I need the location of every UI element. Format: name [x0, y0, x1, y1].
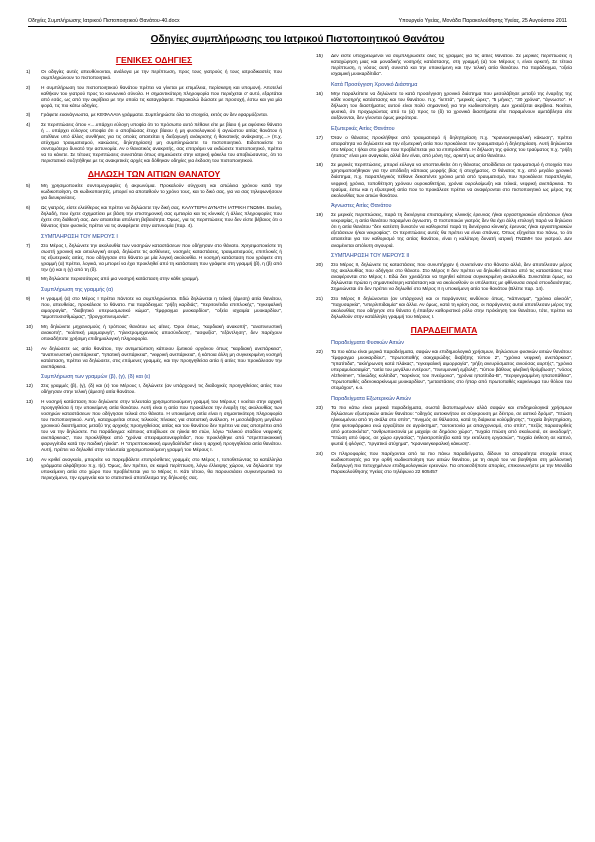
numbered-paragraph: [26, 458, 282, 482]
numbered-paragraph: [316, 163, 572, 199]
numbered-paragraph: [316, 136, 572, 160]
numbered-paragraph: [26, 184, 282, 202]
paragraph-number: 12): [26, 384, 33, 390]
paragraph-number: 22): [316, 349, 323, 355]
paragraph-number: 14): [26, 458, 33, 464]
paragraph-text: Στο Μέρος ΙΙ δηλώνονται (αν υπάρχουν) και οι παράγοντες κινδύνου όπως, "κάπνισμα", "χρόνια αλκοόλ", "παχυσαρκία", "υπερλιπιδαιμία" και άλλα. Αν όμως, κατά τη κρίση σας, οι παράγοντες αυτοί αποτέλεσαν μέρος της ακολουθίας που οδήγησε στο θάνατο ή έπαιξαν καθοριστικό ρόλο στην πρόκληση του θανάτου, τότε, πρέπει να δηλωθούν στην κατάλληλη γραμμή του Μέρους Ι.: [331, 296, 572, 321]
paragraph-number: 3): [26, 113, 31, 119]
paragraph-number: 15): [316, 54, 323, 59]
paragraph-number: 18): [316, 163, 323, 169]
paragraph-text: Οι οδηγίες αυτές απευθύνονται, ανάλογα με την περίπτωση, προς τους γιατρούς ή τους ιατροδικαστές που συμπληρώνουν το πιστοποιητικό.: [41, 70, 282, 82]
numbered-paragraph: [316, 452, 572, 476]
subsection-heading: Παραδείγματα Φυσικών Αιτιών: [331, 339, 404, 346]
paragraph-text: Τα πιο κάτω είναι μερικά παραδείγματα, σωστά διατυπωμένων αλλά σαφών και επιδημιολογικά χρήσιμων δηλώσεων εξωτερικών αιτιών θανάτου: "οδηγός αυτοκινήτου σε σύγκρουση με δέντρο, σε αστικό δρόμο", "πτώση ηλικιωμένου από τη σκάλα στο σπίτι", "πνιγμός σε θάλασσα, κατά τη διάρκεια κολύμβησης", "τυχαία δηλητηρίαση, ήπιε φυτοφάρμακο ενώ εργαζόταν σε αγρόκτημα", "αυτοκτονία με απαγχονισμό, στο σπίτι", "πεζός παρασυρθείς από μοτοσικλέτα", "ανθρωποκτονία με μαχαίρι σε δημόσιο χώρο", "τυχαία πτώση από σκαλωσιά, σε οικοδομή", "πτώση από ύψος, σε χώρο εργασίας", "ηλεκτροπληξία κατά την εκτέλεση εργασιών", "τυχαία έκθεση σε καπνό, φωτιά ή φλόγες", "εργατικό ατύχημα", "κρανιοεγκεφαλική κάκωση".: [331, 405, 572, 447]
subsection-heading: Κατά Προσέγγιση Χρονικό Διάστημα: [331, 81, 418, 88]
left-column: [26, 54, 282, 832]
header-document-name: Οδηγίες Συμπλήρωσης Ιατρικού Πιστοποιητικού Θανάτου-40.docx: [28, 18, 180, 24]
numbered-paragraph: [316, 92, 572, 122]
numbered-paragraph: [26, 70, 282, 82]
paragraph-number: 16): [316, 91, 323, 97]
numbered-paragraph: [26, 123, 282, 165]
subsection-heading: ΣΥΜΠΛΗΡΩΣΗ ΤΟΥ ΜΕΡΟΥΣ ΙΙ: [331, 253, 410, 260]
numbered-paragraph: [26, 86, 282, 110]
numbered-paragraph: [316, 350, 572, 392]
right-column: [316, 54, 572, 832]
numbered-paragraph: [26, 384, 282, 396]
numbered-paragraph: [26, 113, 282, 119]
numbered-paragraph: [26, 206, 282, 230]
paragraph-number: 5): [26, 184, 31, 190]
numbered-paragraph: [316, 406, 572, 448]
paragraph-number: 10): [26, 324, 33, 330]
subsection-heading: Εξωτερικές Αιτίες Θανάτου: [331, 125, 395, 132]
paragraph-number: 1): [26, 70, 31, 75]
numbered-paragraph: [26, 400, 282, 454]
paragraph-number: 23): [316, 405, 323, 411]
paragraph-text: Στις γραμμές (β), (γ), (δ) και (ε) του Μέρους Ι, δηλώνετε (αν υπάρχουν) τις διαδοχικές προηγηθείσες αιτίες που οδήγησαν στην τελική (άμεση) αιτία θανάτου.: [41, 384, 282, 396]
document-title: Οδηγίες συμπλήρωσης του Ιατρικού Πιστοποιητικού Θανάτου: [150, 34, 445, 45]
subsection-heading: ΣΥΜΠΛΗΡΩΣΗ ΤΟΥ ΜΕΡΟΥΣ Ι: [41, 233, 118, 240]
paragraph-text: Μη δηλώσετε περισσότερες από μια νοσηρή κατάσταση στην κάθε γραμμή.: [41, 277, 200, 283]
paragraph-number: 11): [26, 346, 33, 352]
paragraph-number: 8): [26, 277, 31, 283]
paragraph-text: Τα πιο κάτω είναι μερικά παραδείγματα, σαφών και επιδημιολογικά χρήσιμων, δηλώσεων φυσικών αιτιών θανάτου: "έμφραγμα μυοκαρδίου", "πρωτοπαθής σακχαρώδης διαβήτης τύπου 2", "χρόνια νεφρική ανεπάρκεια", "ηπατίτιδα", "ακλήρωνση κατά πλάκας", "εγκεφαλική αιμορραγία", "ρήξη ανευρύσματος ανιούσας αορτής", "χρόνια υπεραμυλασαιμία", "αιτία του μεγάλου εντέρου", "πνευμονική εμβολή", "τύπου βάθους φλεβική θρόμβωση", "νόσος Alzheimer", "ελκώδης κολίτιδα", "καρκίνος του πνεύμονα", "χρόνια ηπατίτιδα-Β", "περιγεγραμμένη ηπατοπάθεια", "πρωτοπαθές αδενοκαρκίνωμα μυοκαρδίου", "μεταστάσεις στο ήπαρ από πρωτοπαθές καρκίνωμα του θόλου του στομάχου", κ.ο.: [331, 349, 572, 392]
paragraph-text: Στο Μέρος ΙΙ, δηλώνετε τις καταστάσεις που συνυπήρχαν ή συνετείναν στο θάνατο αλλά, δεν αποτέλεσαν μέρος της ακολουθίας που οδήγησε στο θάνατο. Στο Μέρος ΙΙ δεν πρέπει να δηλωθεί κάποια από τις καταστάσεις που αναφέρονται στο Μέρος Ι. Εδώ δεν χρειάζεται να τηρηθεί κάποια συγκεκριμένη ακολουθία. Συνιστάται όμως, να δηλώνεται πρώτα η σημαντικότερη κατάσταση και να ακολουθούν οι υπόλοιπες με φθίνουσα σειρά σπουδαιότητας. Σημειώνεται ότι δεν πρέπει να δηλωθεί στο Μέρος ΙΙ η υποκείμενη αιτία του θανάτου (Βλέπε παρ. 14).: [331, 263, 572, 293]
paragraph-text: Αν κριθεί αναγκαίο, μπορείτε να παρεμβάλετε επιπρόσθετες γραμμές στο Μέρος Ι, τοποθετώντας τα κατάλληλα γράμματα αλφάβητου π.χ. Ι(ε). Όμως, δεν πρέπει, σε καμιά περίπτωση, λόγω έλλειψης χώρου, να δηλώσετε την υποκείμενη αιτία στο χώρο που προβλέπεται για το Μέρος ΙΙ. Κάτι τέτοιο, θα παρουσιάσει συγκεντρωτικά το περιεχόμενο, την ερμηνεία και το στατιστικό αποτέλεσμα της δήλωσής σας.: [41, 458, 282, 482]
numbered-paragraph: [316, 54, 572, 78]
paragraph-text: Σε μερικές περιπτώσεις, μπορεί εύλογα να υποπτευθείτε ότι η θάνατος αποδίδεται σε τραυματισμό ή στοιχεία που χρησιμοποιήθηκαν για την απόδειξη κάποιας μορφής βίας ή ατυχήματος. Ο θάνατος π.χ. από μεγάλο χρονικό διάστημα, π.χ. παραπληγικός πέθανε δεκαπέντε χρόνια μετά από τραυματισμό, που προκάλεσε παραπληγία, νεφρική χρόνια, τοποθέτηση χρόνιου ουροκαθετήρα, χρόνια ουρολοίμωξη και τελικά, νεφρική ανεπάρκεια. Το τραύμα, έστω και η εξωτερική αιτία που το προκάλεσε πρέπει να αναφέρονται στο πιστοποιητικό ως μέρος της ακολουθίας των αιτιών θανάτου.: [331, 163, 572, 199]
paragraph-text: Στο Μέρος Ι, δηλώνετε την ακολουθία των νοσηρών καταστάσεων που οδήγησαν στο θάνατο. Χρησιμοποιείστε τη σωστή χρονική και αιτιολογική σειρά, δηλώστε τις ασθένειες, νοσηρές καταστάσεις, τραυματισμούς, επιπλοκές ή τις εξωτερικές αιτίες, που οδήγησαν στο θάνατο με μία λογική ακολουθία. Η νοσηρή κατάσταση που γράφετε στη γραμμή (α) πρέπει, λογικά, να μπορεί να έχει προκληθεί από τη κατάσταση που γράφετε στη γραμμή (β), η (β) από την (γ) και η (γ) από τη (δ).: [41, 243, 282, 273]
numbered-paragraph: [316, 213, 572, 249]
numbered-paragraph: [26, 244, 282, 274]
header-ministry-date: Υπουργείο Υγείας, Μονάδα Παρακολούθησης Υγείας, 25 Αυγούστου 2011: [398, 18, 567, 24]
paragraph-text: Η συμπλήρωση του πιστοποιητικού θανάτου πρέπει να γίνεται με επιμέλεια, περίσκεψη και υπομονή. Αποτελεί καθήκον του γιατρού προς το κοινωνικό σύνολο. Η σημαντικότερη πληροφορία που περιέχεται σ' αυτό, εξαρτάται από εσάς, ως από την ακρίβεια με την οποία τις καταγράφετε. Παρακαλώ δώσατε με προσοχή, έστω και για μία φορά, τις πιο κάτω οδηγίες.: [41, 85, 282, 109]
paragraph-text: Δεν είστε υποχρεωμένοι να συμπληρώσετε όλες τις γραμμές για τις αιτίες θανάτου. Σε μερικές περιπτώσεις η καταχώρηση μιας και μοναδικής νοσηρής κατάστασης, στη γραμμή (α) του Μέρους Ι, είναι αρκετή. Σε τέτοια περίπτωση, η νόσος αυτή συνιστά και την υποκείμενη και την τελική αιτία θανάτου. Για παράδειγμα, "οξεία ισχαιμική μυοκαρδίτιδα".: [331, 54, 572, 78]
paragraph-number: 13): [26, 400, 33, 405]
paragraph-text: Μην παραλείπετε να δηλώνετε το κατά προσέγγιση χρονικό διάστημα που μεσολάβησε μεταξύ της έναρξης της κάθε νοσηρής κατάστασης και του θανάτου. π.χ. "λεπτά", "μερικές ώρες", "5 μήνες", "30 χρόνια", "άγνωστο". Η δήλωση του διαστήματος αυτού είναι πολύ σημαντική για την κωδικοποίηση. Δεν χρειάζεται ακρίβεια. Νοείται, φυσικά, ότι προχωρώντας από το (α) προς το (δ) τα χρονικά διαστήματα είτε παραμένουν αμετάβλητα είτε αυξάνονται, δεν γίνονται όμως μικρότερα.: [331, 91, 572, 121]
paragraph-text: Η γραμμή (α) στο Μέρος Ι πρέπει πάντοτε να συμπληρώνεται. Εδώ δηλώνεται η τελική (άμεση) αιτία θανάτου, που, απευθείας, προκάλεσε το θάνατο. Για παράδειγμα: "ρήξη καρδιάς", "περιτονίτιδα επιπλοκής", "εγκεφαλική αιμορραγία", "διαβητικό υπερωσμωτικό κώμα", "έμφραγμα μυοκαρδίου", "οξεία ισχαιμία μυοκαρδίου", "αιμοπτυσισθμώμας", "βρογχοπνευμονία".: [41, 297, 282, 321]
paragraph-text: Γράφετε ευανάγνωστα, με ΚΕΦΑΛΑΙΑ γράμματα. Συμπληρώστε όλα τα στοιχεία, εκτός αν δεν εφαρμόζονται.: [41, 113, 268, 119]
numbered-paragraph: [316, 297, 572, 321]
paragraph-number: 20): [316, 263, 323, 269]
paragraph-number: 21): [316, 296, 323, 302]
paragraph-text: Μη δηλώνετε μηχανισμούς ή τρόπους θανάτου ως αίτιες. Όροι όπως, "καρδιακή ανακοπή", "αναπνευστική ανακοπή", "κολπική μαρμαρυγή", "ηλεκτρομηχανικός αποσύνδεση", "ασφυξία", "εξάντληση", δεν παρέχουν οποιαδήποτε χρήσιμη επιδημιολογική πληροφορία.: [41, 324, 282, 342]
paragraph-number: 2): [26, 85, 31, 91]
paragraph-number: 7): [26, 243, 31, 249]
subsection-heading: Παραδείγματα Εξωτερικών Αιτιών: [331, 395, 412, 402]
subsection-heading: Συμπλήρωση της γραμμής (α): [41, 287, 114, 294]
paragraph-text: Σε μερικές περιπτώσεις, παρά τη διενέργεια επισταμένης κλινικής έρευνας ή/και εργαστηριακών εξετάσεων ή/και νεκροψίας, η αιτία θανάτου παραμένει άγνωστη. Ο πιστοποιών γιατρός δεν θα έχει άλλη επιλογή παρά να δηλώσει ότι η αιτία θανάτου "δεν κατέστη δυνατόν να καθοριστεί παρά τη διενέργεια κλινικής έρευνας ή/και εργαστηριακών εξετάσεων ή/και νεκροψίας". Οι περιπτώσεις αυτές θα πρέπει να είναι σπάνιες. Όπως εξηγείται πιο πάνω, το ότι απαιτείται για τον καθορισμό της αιτίας θανάτου, είναι η καλύτερη δυνατή ιατρική ΓΝΩΜΗ του γιατρού. Δεν αναμένεται απόλυτη σιγουριά.: [331, 213, 572, 249]
section-heading: ΓΕΝΙΚΕΣ ΟΔΗΓΙΕΣ: [115, 55, 193, 65]
paragraph-number: 9): [26, 297, 31, 303]
paragraph-number: 19): [316, 213, 323, 219]
numbered-paragraph: [26, 297, 282, 321]
paragraph-text: Όταν ο θάνατος προκλήθηκε από τραυματισμό ή δηλητηρίαση π.χ. "κρανιοεγκεφαλική κάκωση", πρέπει απαραίτητα να δηλώσετε και την εξωτερική αιτία που προκάλεσε τον τραυματισμό ή δηλητηρίαση. Αυτή δηλώνεται στο Μέρος Ι ή/και στο χώρο που προβλέπεται για τα επιπρόσθετα. Η δήλωση της φύσης του τραύματος π.χ. "ρήξη ήπατος" είναι μεν αναγκαία, αλλά δεν είναι, από μόνη της, αρκετή ως αιτία θανάτου.: [331, 135, 572, 159]
subsection-heading: Άγνωστες Αιτίες Θανάτου: [331, 203, 392, 210]
paragraph-text: Ως γιατρός, είστε ελεύθερος και πρέπει να δηλώσετε την δική σας, ΚΑΛΥΤΕΡΗ ΔΥΝΑΤΗ ΙΑΤΡΙΚΗ ΓΝΩΜΗ. Εκείνη, δηλαδή, που έχετε σχηματίσει με βάση την επιστημονική σας εμπειρία και τις κλινικές ή άλλες πληροφορίες που έχετε στη διάθεσή σας. Δεν απαιτείται απόλυτη βεβαιότητα. Όμως, για τις περιπτώσεις που δεν είστε βέβαιος ότι ο θάνατος ήταν φυσικός πρέπει να τις αναφέρετε στην αστυνομία (παρ. 4).: [41, 205, 282, 229]
numbered-paragraph: [26, 347, 282, 371]
paragraph-text: Μη χρησιμοποιείτε συντομογραφίες ή ακρωνύμια. Προκαλούν σύγχυση και απώλεια χρόνου κατά την κωδικοποίηση. Οι κωδικοποιητές, μπορεί να αποταθούν το χρόνο τους, και το δικό σας, για να σας τηλεφωνήσουν για διευκρινίσεις.: [41, 184, 282, 202]
page-header: [28, 16, 567, 27]
paragraph-number: 4): [26, 123, 31, 129]
paragraph-number: 24): [316, 451, 323, 457]
subsection-heading: Συμπλήρωση των γραμμών (β), (γ), (δ) και (ε): [41, 374, 151, 381]
numbered-paragraph: [316, 263, 572, 293]
paragraph-number: 6): [26, 205, 31, 211]
paragraph-number: 17): [316, 135, 323, 141]
paragraph-text: Οι πληροφορίες που παρέχονται από τα πιο πάνω παραδείγματα, δίδουν τα απαραίτητα στοιχεία στους κωδικοποιητές για την ορθή κωδικοποίηση των αιτιών θανάτου, με τη σειρά του να βοηθήσει στη μελλοντική διεξαγωγή πιο πετυχημένων επιδημιολογικών ερευνών. Για οποιεσδήποτε απορίες, επικοινωνήστε με την Μονάδα Παρακολούθησης Υγείας στο τηλέφωνο 22 605457: [331, 451, 572, 475]
numbered-paragraph: [26, 325, 282, 343]
section-heading: ΠΑΡΑΔΕΙΓΜΑΤΑ: [410, 324, 478, 335]
numbered-paragraph: [26, 277, 282, 283]
paragraph-text: Σε περιπτώσεις όπου «....υπάρχει εύλογη υποψία ότι το πρόσωπο αυτό πέθανε είτε με βίαιο ή με αφύσικο θάνατο ή ... υπάρχει εύλογος υποψία ότι ο αποβιώσας έτυχε βίαιου ή μη φυσιολογικού ή αγνώστου αιτίας θανάτου ή απέθανε υπό άλλες συνθήκες για τις οποίες απαιτείται η διεξαγωγή ανάκρισης ή θανατικής ανάκρισης...» (π.χ. ατύχημα τραυματισμού, κακώσεις, δηλητηρίαση) μη συμπληρώσετε το πιστοποιητικό. Ειδοποιείστε το συντομότερο δυνατό την αστυνομία. Αν ο θανατικός ανακριτής, σας επιτρέψει να εκδώσετε πιστοποιητικό, πρέπει να το κάνετε. Σε τέτοιες περιπτώσεις συνιστάται όπως σημειώσετε στην ιατρική φάκελο του αποβιώσαντος, ότι το περιστατικό συζητήθηκε με τις ανακριτικές αρχές και δόθηκαν οδηγίες για έκδοση του πιστοποιητικού.: [41, 123, 282, 165]
paragraph-text: Αν δηλώσετε ως αιτία θανάτου, την αντιμετώπιση κάποιου ζωτικού οργάνου όπως "καρδιακή ανεπάρκεια", "αναπνευστική ανεπάρκεια", "ηπατική ανεπάρκεια", "νεφρική ανεπάρκεια", ή κάποια άλλη μη συγκεκριμένη νοσηρή κατάσταση, πρέπει να δηλώσετε, στις επόμενες γραμμές, και την προηγηθείσα αιτία ή αιτίες που προκάλεσαν την ανεπάρκεια.: [41, 346, 282, 370]
section-heading: ΔΗΛΩΣΗ ΤΩΝ ΑΙΤΙΩΝ ΘΑΝΑΤΟΥ: [87, 169, 221, 180]
paragraph-text: Η νοσηρή κατάσταση που δηλώνετε στην τελευταία χρησιμοποιούμενη γραμμή του Μέρους Ι νοείται στην αρχική προηγηθείσα ή την υποκείμενη αιτία θανάτου. Αυτή είναι η αιτία που προκάλεσε την έναρξη της ακολουθίας των νοσηρών καταστάσεων που οδήγησαν τελικά στο θάνατο. Η υποκείμενη αιτία είναι η σημαντικότερη πληροφορία του πιστοποιητικού. Αυτή, καταχωρείται στους τελικούς πίνακες για στατιστική ανάλυση. Η μεσολάβηση μεγάλου χρονικού διαστήματος μεταξύ της αρχικής προηγηθείσας αιτίας και του θανάτου δεν πρέπει να σας αποτρέπει από του να την δηλώσετε. Για παράδειγμα: κάποιος αποβίωσε σε ηλικία 60 ετών, λόγω "τελικού σταδίου νεφρικής ανεπάρκειας", που προκλήθηκε από "χρόνια σπειραματονεφρίτιδα", που προκλήθηκε από "στρεπτοκοκκική φαρυγγίτιδα κατά την παιδική ηλικία". Η "στρεπτοκοκκική αμυγδαλίτιδα" είναι η αρχική προηγηθείσα αιτία θανάτου. Αυτή, πρέπει να δηλωθεί στην τελευταία χρησιμοποιούμενη γραμμή του Μέρους Ι.: [41, 400, 282, 454]
